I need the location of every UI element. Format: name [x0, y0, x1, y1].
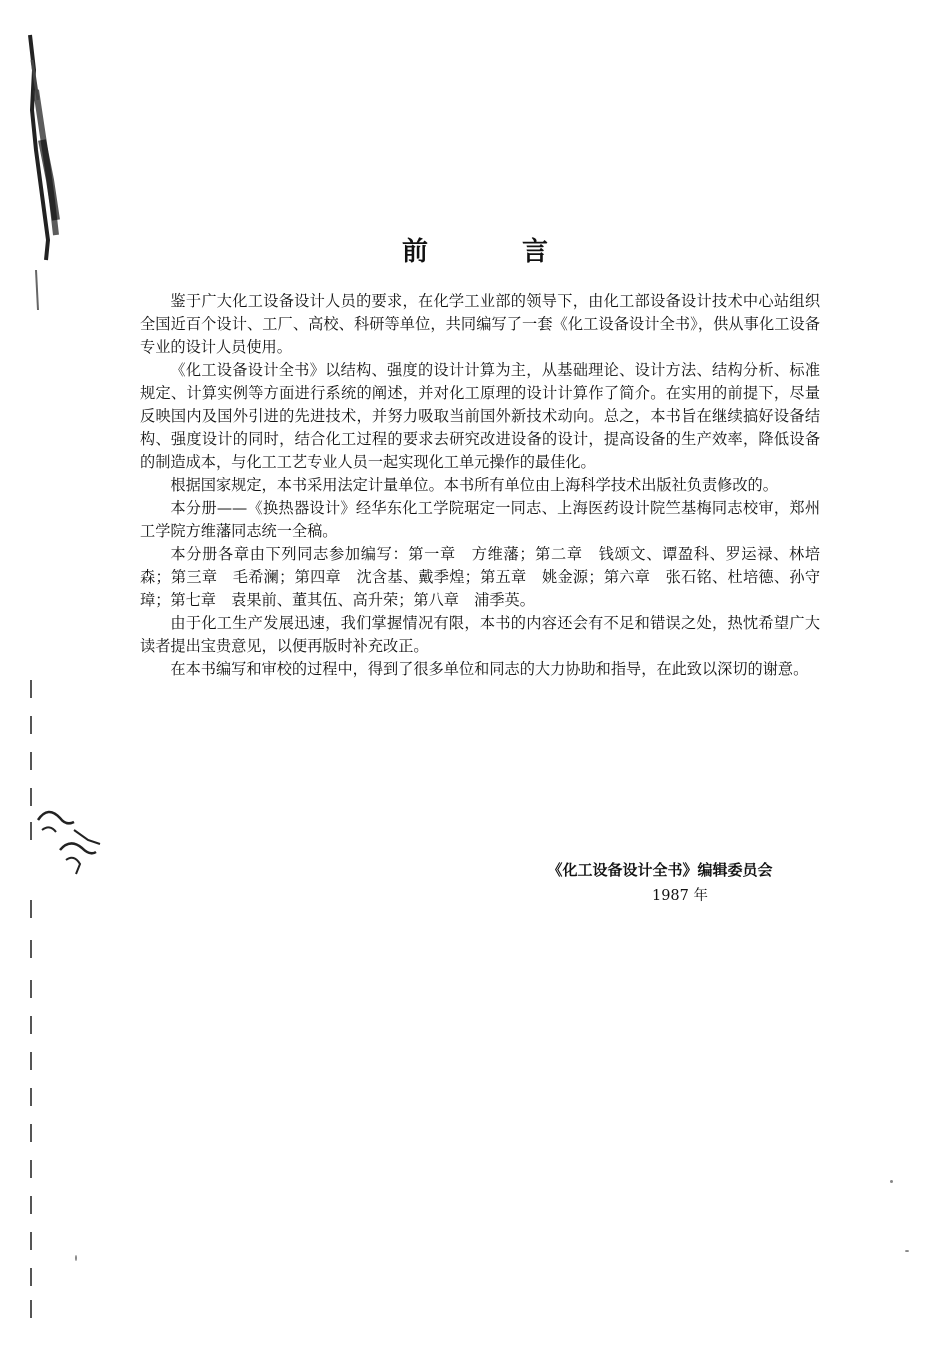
paragraph: 由于化工生产发展迅速，我们掌握情况有限，本书的内容还会有不足和错误之处，热忱希望广大读者提出宝贵意见，以便再版时补充改正。: [140, 614, 820, 655]
margin-ticks: [30, 680, 34, 1320]
page-title: 前 言: [401, 237, 582, 267]
signature-committee: 《化工设备设计全书》编辑委员会: [547, 861, 773, 879]
scan-speck: [905, 1250, 909, 1252]
paragraph: 本分册——《换热器设计》经华东化工学院琚定一同志、上海医药设计院竺基梅同志校审，郑州工学院方维藩同志统一全稿。: [140, 499, 820, 540]
handwritten-mark-icon: [30, 800, 110, 880]
scan-speck: [75, 1255, 77, 1261]
paragraph: 本分册各章由下列同志参加编写：第一章 方维藩；第二章 钱颂文、谭盈科、罗运禄、林培森；第三章 毛希澜；第四章 沈含基、戴季煌；第五章 姚金源；第六章 张石铭、杜培德、孙守璋；第七章 袁果前、董其伍、高升荣；第八章 浦季英。: [140, 545, 820, 609]
paragraph: 在本书编写和审校的过程中，得到了很多单位和同志的大力协助和指导，在此致以深切的谢意。: [170, 660, 809, 678]
paragraph: 根据国家规定，本书采用法定计量单位。本书所有单位由上海科学技术出版社负责修改的。: [170, 476, 778, 494]
paragraph: 《化工设备设计全书》以结构、强度的设计计算为主，从基础理论、设计方法、结构分析、标准规定、计算实例等方面进行系统的阐述，并对化工原理的设计计算作了简介。在实用的前提下，尽量反映国内及国外引进的先进技术，并努力吸取当前国外新技术动向。总之，本书旨在继续搞好设备结构、强度设计的同时，结合化工过程的要求去研究改进设备的设计，提高设备的生产效率，降低设备的制造成本，与化工工艺专业人员一起实现化工单元操作的最佳化。: [140, 361, 820, 471]
paragraph: 鉴于广大化工设备设计人员的要求，在化学工业部的领导下，由化工部设备设计技术中心站组织全国近百个设计、工厂、高校、科研等单位，共同编写了一套《化工设备设计全书》，供从事化工设备专业的设计人员使用。: [140, 292, 820, 356]
scan-speck: [890, 1180, 893, 1183]
preface-body: [140, 290, 820, 681]
binding-smudge: [22, 30, 72, 320]
signature-year: 1987 年: [651, 888, 708, 904]
